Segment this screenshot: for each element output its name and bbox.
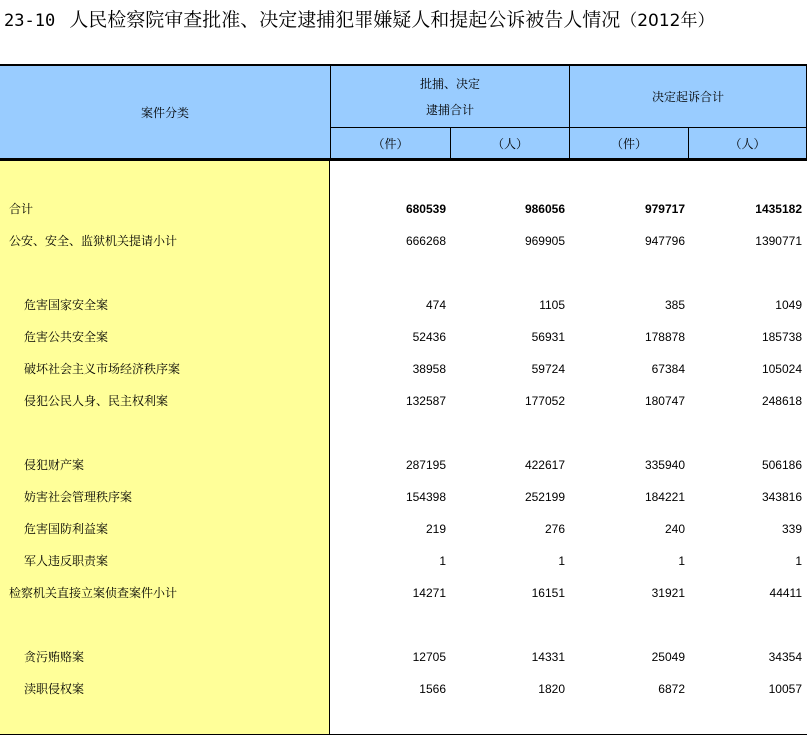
prosecution-persons-cell: 10057 [768,682,802,696]
prosecution-persons-cell: 1390771 [755,234,802,248]
table-row [0,577,807,609]
page-title [4,6,714,34]
table-row [0,481,807,513]
header-arrest-line1: 批捕、决定 [419,76,480,91]
header-arrest-total [331,66,570,128]
unit-cases-label: （件） [372,136,409,151]
arrest-persons-cell: 252199 [524,490,565,504]
unit-persons-label: （人） [729,136,766,151]
prosecution-cases-cell: 240 [664,522,685,536]
row-label: 危害公共安全案 [24,330,109,344]
arrest-cases-cell: 14271 [412,586,446,600]
arrest-cases-cell: 666268 [405,234,446,248]
arrest-persons-cell: 1820 [538,682,565,696]
prosecution-persons-cell: 339 [781,522,802,536]
arrest-cases-cell: 38958 [412,362,446,376]
header-unit-arrest-persons [451,128,570,159]
table-row [0,641,807,673]
unit-cases-label: （件） [610,136,647,151]
table-row [0,513,807,545]
table-row [0,449,807,481]
table-row [0,289,807,321]
arrest-cases-cell: 287195 [405,458,446,472]
header-unit-arrest-cases [331,128,451,159]
prosecution-persons-cell: 105024 [761,362,802,376]
prosecution-persons-cell: 248618 [761,394,802,408]
prosecution-cases-cell: 184221 [644,490,685,504]
arrest-persons-cell: 177052 [524,394,565,408]
prosecution-cases-cell: 979717 [644,202,685,216]
prosecution-cases-cell: 178878 [644,330,685,344]
arrest-cases-cell: 680539 [405,202,446,216]
row-label: 检察机关直接立案侦查案件小计 [9,586,178,600]
arrest-cases-cell: 154398 [405,490,446,504]
table-row [0,385,807,417]
prosecution-cases-cell: 385 [664,298,685,312]
header-prosecution-total [570,66,807,128]
prosecution-persons-cell: 1049 [775,298,802,312]
row-label: 合计 [9,202,34,216]
title-text: 人民检察院审查批准、决定逮捕犯罪嫌疑人和提起公诉被告人情况 [69,9,621,31]
table-row [0,225,807,257]
arrest-cases-cell: 474 [425,298,446,312]
header-unit-prosecution-cases [570,128,689,159]
prosecution-cases-cell: 1 [678,554,685,568]
arrest-persons-cell: 59724 [531,362,565,376]
unit-persons-label: （人） [491,136,528,151]
row-label: 公安、安全、监狱机关提请小计 [9,234,178,248]
header-arrest-line2: 逮捕合计 [425,102,474,117]
table-row [0,545,807,577]
header-category [0,66,331,159]
row-label: 军人违反职责案 [24,554,109,568]
header-prosecution-label: 决定起诉合计 [651,90,724,104]
prosecution-persons-cell: 343816 [761,490,802,504]
row-label: 危害国家安全案 [24,298,109,312]
arrest-persons-cell: 1105 [539,298,565,312]
header-unit-prosecution-persons [689,128,807,159]
arrest-cases-cell: 12705 [412,650,446,664]
table-row [0,673,807,705]
arrest-cases-cell: 219 [425,522,446,536]
prosecution-cases-cell: 335940 [644,458,685,472]
arrest-persons-cell: 16151 [531,586,565,600]
row-label: 渎职侵权案 [24,682,85,696]
table-bottom-border [0,734,807,735]
prosecution-persons-cell: 506186 [761,458,802,472]
row-label: 贪污贿赂案 [24,650,85,664]
arrest-persons-cell: 422617 [524,458,565,472]
title-year: （2012年） [620,11,715,31]
arrest-persons-cell: 986056 [524,202,565,216]
prosecution-cases-cell: 67384 [651,362,685,376]
arrest-cases-cell: 52436 [412,330,446,344]
prosecution-persons-cell: 185738 [761,330,802,344]
row-label: 侵犯公民人身、民主权利案 [24,394,169,408]
prosecution-cases-cell: 31921 [651,586,685,600]
table-row [0,321,807,353]
prosecution-cases-cell: 25049 [651,650,685,664]
header-category-label: 案件分类 [140,105,189,120]
row-label: 妨害社会管理秩序案 [24,490,133,504]
prosecution-cases-cell: 947796 [644,234,685,248]
row-label: 危害国防利益案 [24,522,109,536]
table-number: 23-10 [4,11,56,31]
arrest-persons-cell: 969905 [524,234,565,248]
table-row [0,193,807,225]
row-label: 破坏社会主义市场经济秩序案 [24,362,181,376]
row-label: 侵犯财产案 [24,458,85,472]
prosecution-persons-cell: 44411 [769,586,802,600]
prosecution-persons-cell: 1 [795,554,802,568]
arrest-cases-cell: 1566 [419,682,446,696]
arrest-persons-cell: 1 [558,554,565,568]
prosecution-persons-cell: 34354 [768,650,802,664]
arrest-cases-cell: 1 [439,554,446,568]
prosecution-persons-cell: 1435182 [755,202,802,216]
arrest-persons-cell: 276 [544,522,565,536]
arrest-persons-cell: 14331 [531,650,565,664]
prosecution-cases-cell: 6872 [658,682,685,696]
arrest-cases-cell: 132587 [405,394,446,408]
table-row [0,353,807,385]
arrest-persons-cell: 56931 [531,330,565,344]
prosecution-cases-cell: 180747 [644,394,685,408]
